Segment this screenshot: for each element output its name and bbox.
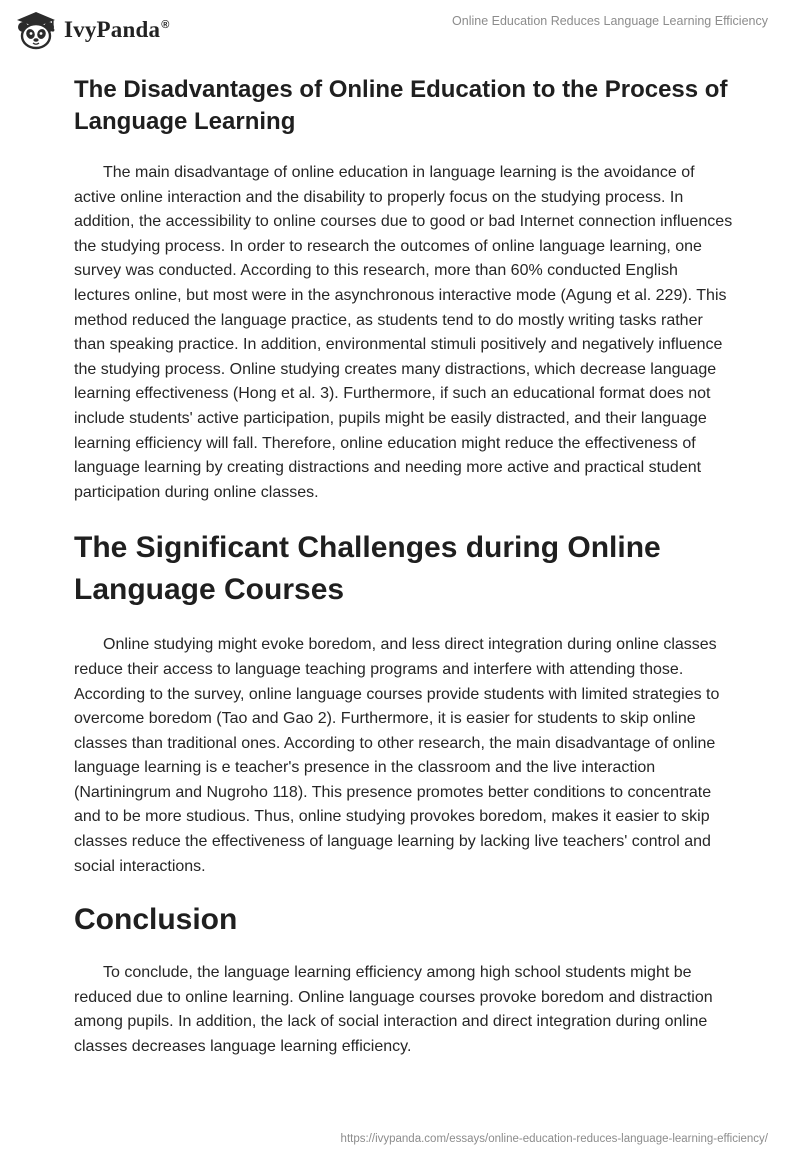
section-heading-disadvantages: The Disadvantages of Online Education to the Process of Language Learning [74,76,728,135]
section-paragraph-conclusion: To conclude, the language learning efficiency among high school students might be reduced due to online learning. Online language courses provoke boredom and distraction among pupils. In addition, the lack of social interaction and direct integration during online classes decreases language learning efficiency. [74,964,713,1056]
logo-wordmark: IvyPanda® [64,17,170,42]
panda-logo-icon [14,10,58,50]
section-paragraph-disadvantages: The main disadvantage of online education in language learning is the avoidance of active online interaction and the disability to properly focus on the studying process. In addition, the accessibility to online courses due to good or bad Internet connection influences the studying process. In order to research the outcomes of online language learning, one survey was conducted. According to this research, more than 60% conducted English lectures online, but most were in the asynchronous interactive mode (Agung et al. 229). This method reduced the language practice, as students tend to do mostly writing tasks rather than speaking practice. In addition, environmental stimuli positively and negatively influence the studying process. Online studying creates many distractions, which decrease language learning effectiveness (Hong et al. 3). Furthermore, if such an educational format does not include students' active participation, pupils might be easily distracted, and their language learning efficiency will fall. Therefore, online education might reduce the effectiveness of language learning by creating distractions and needing more active and practical student participation during online classes. [74,164,733,501]
document-title: Online Education Reduces Language Learning Efficiency [452,14,768,28]
ivypanda-logo[interactable] [14,10,170,50]
section-heading-challenges: The Significant Challenges during Online Language Courses [74,531,661,607]
section-heading-conclusion: Conclusion [74,903,238,937]
essay-content [74,74,734,1060]
section-paragraph-challenges: Online studying might evoke boredom, and less direct integration during online classes reduce their access to language teaching programs and interfere with attending those. According to the survey, online language courses provide students with limited strategies to overcome boredom (Tao and Gao 2). Furthermore, it is easier for students to skip online classes than traditional ones. According to other research, the main disadvantage of online language learning is e teacher's presence in the classroom and the live interaction (Nartiningrum and Nugroho 118). This presence promotes better conditions to concentrate and to be more studious. Thus, online studying provokes boredom, makes it easier to skip classes reduce the effectiveness of language learning by lacking live teachers' control and social interactions. [74,636,720,875]
source-url-link[interactable]: https://ivypanda.com/essays/online-education-reduces-language-learning-efficiency/ [340,1133,768,1145]
page-header [0,0,800,70]
